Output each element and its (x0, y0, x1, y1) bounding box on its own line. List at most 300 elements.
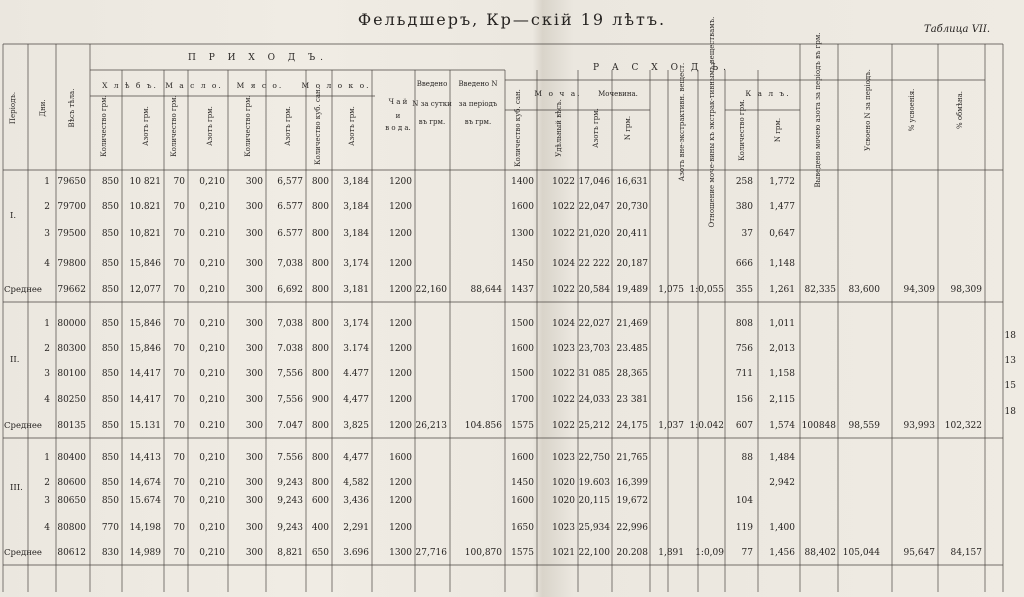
row-day: 3 (44, 229, 50, 239)
cell-moloko-azot: 3,181 (343, 285, 369, 295)
cell-myaso-azot: 7.038 (277, 344, 303, 354)
row-day: 4 (44, 259, 50, 269)
cell-maslo-azot: 0.210 (199, 229, 225, 239)
cell-moloko-azot: 3,174 (343, 259, 369, 269)
cell-khleb-azot: 14,417 (129, 369, 161, 379)
cell-moloko-kol: 800 (311, 344, 329, 354)
cell-khleb-kol: 770 (101, 523, 119, 533)
cell-kal-n: 1,148 (769, 259, 795, 269)
cell-mocha-kol: 1650 (511, 523, 534, 533)
header-ves: Вѣсъ тѣла. (68, 88, 76, 128)
cell-mochevina-n: 19,489 (616, 285, 648, 295)
cell-vv-per: 104.856 (464, 421, 502, 431)
cell-weight: 80650 (57, 496, 86, 506)
cell-weight: 80800 (57, 523, 86, 533)
cell-kal-n: 1,400 (769, 523, 795, 533)
cell-chai: 1200 (389, 259, 412, 269)
cell-mocha-ud: 1023 (552, 523, 575, 533)
cell-maslo-kol: 70 (173, 285, 185, 295)
cell-myaso-kol: 300 (245, 453, 263, 463)
cell-kal-n: 0,647 (769, 229, 795, 239)
cell-maslo-kol: 70 (173, 319, 185, 329)
table-body (4, 177, 1016, 558)
cell-myaso-kol: 300 (245, 202, 263, 212)
cell-maslo-azot: 0,210 (199, 453, 225, 463)
cell-weight: 80135 (57, 421, 86, 431)
cell-pct-usv: 94,309 (903, 285, 935, 295)
cell-khleb-kol: 850 (101, 202, 119, 212)
cell-mochevina-n: 23.485 (616, 344, 648, 354)
cell-mocha-azot: 24,033 (578, 395, 610, 405)
cell-mocha-kol: 1500 (511, 319, 534, 329)
header-khleb-kol: Количество грм. (100, 95, 108, 157)
cell-myaso-kol: 300 (245, 395, 263, 405)
row-day: 3 (44, 496, 50, 506)
cell-otnoshenie: 1:0,055 (689, 285, 724, 295)
group-raskhod: Р А С Х О Д Ъ. (592, 63, 732, 73)
cell-maslo-kol: 70 (173, 478, 185, 488)
margin-number: 13 (1004, 356, 1016, 366)
cell-khleb-kol: 850 (101, 453, 119, 463)
cell-maslo-azot: 0.210 (199, 421, 225, 431)
cell-mochevina-n: 20,411 (616, 229, 648, 239)
cell-kal-kol: 88 (741, 453, 753, 463)
cell-myaso-azot: 8,821 (277, 548, 303, 558)
cell-maslo-kol: 70 (173, 453, 185, 463)
table-grid (3, 44, 1003, 592)
cell-weight: 79800 (57, 259, 86, 269)
cell-myaso-kol: 300 (245, 496, 263, 506)
cell-maslo-azot: 0,210 (199, 259, 225, 269)
cell-pct-usv: 95,647 (903, 548, 935, 558)
header-maslo-kol: Количество грм. (170, 95, 178, 157)
margin-number: 18 (1004, 407, 1016, 417)
cell-myaso-azot: 6,692 (277, 285, 303, 295)
cell-moloko-kol: 800 (311, 202, 329, 212)
cell-khleb-azot: 10.821 (129, 202, 161, 212)
cell-khleb-azot: 15,846 (129, 344, 161, 354)
cell-pct-obm: 102,322 (944, 421, 982, 431)
cell-chai: 1600 (389, 453, 412, 463)
cell-khleb-kol: 830 (101, 548, 119, 558)
header-vv-sut-2: N за сутки (412, 100, 452, 108)
cell-maslo-azot: 0,210 (199, 478, 225, 488)
period-label: III. (10, 483, 23, 493)
group-kal: К а л ъ. (745, 89, 791, 98)
cell-moloko-azot: 4,477 (343, 453, 369, 463)
cell-moloko-kol: 800 (311, 453, 329, 463)
cell-kal-kol: 380 (735, 202, 753, 212)
cell-moloko-kol: 800 (311, 259, 329, 269)
header-kal-kol: Количество грм. (738, 99, 746, 161)
cell-kal-n: 2,115 (769, 395, 795, 405)
cell-mocha-azot: 21,020 (578, 229, 610, 239)
group-myaso: М я с о. (236, 81, 284, 90)
cell-maslo-kol: 70 (173, 259, 185, 269)
cell-mocha-azot: 22,750 (578, 453, 610, 463)
cell-mocha-kol: 1450 (511, 478, 534, 488)
cell-mocha-azot: 19.603 (578, 478, 610, 488)
cell-khleb-kol: 850 (101, 369, 119, 379)
cell-moloko-kol: 800 (311, 478, 329, 488)
cell-khleb-azot: 12,077 (129, 285, 161, 295)
cell-moloko-azot: 3.696 (343, 548, 369, 558)
cell-kal-kol: 258 (735, 177, 753, 187)
cell-weight: 80250 (57, 395, 86, 405)
cell-moloko-kol: 800 (311, 421, 329, 431)
cell-moloko-kol: 800 (311, 285, 329, 295)
cell-kal-n: 1,011 (769, 319, 795, 329)
cell-kal-n: 1,772 (769, 177, 795, 187)
row-day: 1 (44, 453, 50, 463)
cell-mocha-ud: 1023 (552, 344, 575, 354)
cell-myaso-kol: 300 (245, 229, 263, 239)
cell-khleb-kol: 850 (101, 344, 119, 354)
margin-number: 15 (1004, 381, 1016, 391)
header-azot-vneekstr: Азотъ вне-экстрактивн. вещест. (678, 62, 686, 182)
header-kal-n: N грм. (774, 117, 782, 143)
cell-mochevina-n: 16,399 (616, 478, 648, 488)
cell-kal-kol: 37 (741, 229, 753, 239)
cell-pct-obm: 98,309 (950, 285, 982, 295)
cell-khleb-kol: 850 (101, 395, 119, 405)
cell-mocha-kol: 1575 (511, 548, 534, 558)
cell-myaso-azot: 7.047 (277, 421, 303, 431)
cell-azot-vnek: 1,037 (658, 421, 684, 431)
cell-khleb-azot: 15.131 (129, 421, 161, 431)
cell-chai: 1200 (389, 319, 412, 329)
cell-mocha-ud: 1024 (552, 259, 575, 269)
cell-kal-kol: 808 (735, 319, 753, 329)
cell-maslo-azot: 0,210 (199, 202, 225, 212)
cell-mocha-azot: 22,047 (578, 202, 610, 212)
cell-mochevina-n: 24,175 (616, 421, 648, 431)
cell-myaso-kol: 300 (245, 259, 263, 269)
cell-chai: 1200 (389, 202, 412, 212)
cell-chai: 1200 (389, 177, 412, 187)
cell-mochevina-n: 21,469 (616, 319, 648, 329)
cell-maslo-azot: 0,210 (199, 369, 225, 379)
period-label: II. (10, 355, 20, 365)
cell-chai: 1200 (389, 285, 412, 295)
cell-weight: 79662 (57, 285, 86, 295)
cell-khleb-kol: 850 (101, 259, 119, 269)
cell-kal-kol: 666 (735, 259, 753, 269)
row-day: 2 (44, 202, 50, 212)
cell-khleb-azot: 15.674 (129, 496, 161, 506)
cell-khleb-azot: 15,846 (129, 319, 161, 329)
header-dni: Дни. (39, 99, 47, 117)
cell-mocha-ud: 1021 (552, 548, 575, 558)
cell-myaso-azot: 6,577 (277, 177, 303, 187)
cell-chai: 1300 (389, 548, 412, 558)
header-usvoeno: Усвоено N за періодъ. (864, 69, 872, 151)
group-prikhod: П Р И Х О Д Ъ. (187, 53, 329, 63)
cell-vv-sut: 27,716 (415, 548, 447, 558)
header-vyd-azota: Выведено мочею азота за періодъ въ грм. (814, 32, 822, 188)
cell-kal-n: 2,013 (769, 344, 795, 354)
row-mean-label: Среднее (4, 421, 42, 431)
cell-myaso-azot: 7.556 (277, 453, 303, 463)
cell-khleb-azot: 15,846 (129, 259, 161, 269)
cell-myaso-azot: 7,038 (277, 319, 303, 329)
cell-khleb-azot: 14,413 (129, 453, 161, 463)
header-vv-per-1: Введено N (458, 80, 498, 88)
row-day: 3 (44, 369, 50, 379)
cell-mocha-azot: 22 222 (578, 259, 610, 269)
cell-kal-n: 1,477 (769, 202, 795, 212)
group-mocha: М о ч а. (534, 89, 582, 98)
cell-otnoshenie: 1:0,09 (695, 548, 724, 558)
cell-mocha-ud: 1023 (552, 453, 575, 463)
cell-myaso-kol: 300 (245, 285, 263, 295)
cell-mochevina-n: 20,187 (616, 259, 648, 269)
cell-kal-n: 1,158 (769, 369, 795, 379)
cell-myaso-kol: 300 (245, 344, 263, 354)
cell-pct-usv: 93,993 (903, 421, 935, 431)
cell-mocha-kol: 1600 (511, 496, 534, 506)
cell-mocha-kol: 1450 (511, 259, 534, 269)
cell-moloko-kol: 800 (311, 369, 329, 379)
cell-vyd-azota: 82,335 (804, 285, 836, 295)
cell-myaso-azot: 7,556 (277, 369, 303, 379)
cell-mocha-azot: 17,046 (578, 177, 610, 187)
cell-mocha-ud: 1020 (552, 496, 575, 506)
header-chai-3: в о д а. (385, 124, 411, 132)
cell-mocha-ud: 1024 (552, 319, 575, 329)
cell-mocha-ud: 1022 (552, 285, 575, 295)
cell-weight: 80400 (57, 453, 86, 463)
header-moloko-kol: Количество куб. сан. (314, 87, 322, 165)
cell-mochevina-n: 20.208 (616, 548, 648, 558)
cell-kal-kol: 355 (735, 285, 753, 295)
cell-weight: 80300 (57, 344, 86, 354)
header-mocha-azot: Азотъ грм. (592, 108, 600, 148)
header-myaso-kol: Количество грм. (244, 95, 252, 157)
cell-mocha-kol: 1400 (511, 177, 534, 187)
row-day: 4 (44, 395, 50, 405)
cell-moloko-azot: 4.477 (343, 369, 369, 379)
cell-weight: 80000 (57, 319, 86, 329)
cell-mochevina-n: 23 381 (616, 395, 648, 405)
cell-vyd-azota: 100848 (801, 421, 836, 431)
cell-mocha-kol: 1600 (511, 344, 534, 354)
header-vv-sut-1: Введено (416, 80, 448, 88)
group-maslo: М а с л о. (165, 81, 223, 90)
cell-kal-kol: 77 (741, 548, 753, 558)
cell-mocha-azot: 31 085 (578, 369, 610, 379)
cell-mochevina-n: 16,631 (616, 177, 648, 187)
cell-myaso-azot: 9,243 (277, 523, 303, 533)
cell-chai: 1200 (389, 344, 412, 354)
cell-maslo-kol: 70 (173, 202, 185, 212)
cell-moloko-azot: 3.174 (343, 344, 369, 354)
cell-mocha-kol: 1575 (511, 421, 534, 431)
cell-khleb-azot: 10 821 (129, 177, 161, 187)
cell-weight: 79700 (57, 202, 86, 212)
cell-myaso-kol: 300 (245, 478, 263, 488)
cell-chai: 1200 (389, 369, 412, 379)
cell-mocha-azot: 20,584 (578, 285, 610, 295)
cell-moloko-kol: 800 (311, 319, 329, 329)
row-day: 4 (44, 523, 50, 533)
header-vv-per-3: въ грм. (464, 118, 492, 126)
cell-vv-sut: 22,160 (415, 285, 447, 295)
group-khleb: Х л ѣ б ъ. (102, 81, 158, 90)
cell-moloko-azot: 2,291 (343, 523, 369, 533)
cell-moloko-kol: 800 (311, 229, 329, 239)
cell-moloko-kol: 400 (311, 523, 329, 533)
cell-mocha-azot: 23,703 (578, 344, 610, 354)
cell-mocha-kol: 1500 (511, 369, 534, 379)
cell-moloko-kol: 900 (311, 395, 329, 405)
cell-mocha-kol: 1600 (511, 453, 534, 463)
cell-khleb-kol: 850 (101, 478, 119, 488)
table-label: Таблица VII. (924, 24, 990, 35)
cell-khleb-azot: 10,821 (129, 229, 161, 239)
cell-kal-n: 1,261 (769, 285, 795, 295)
cell-mocha-kol: 1437 (511, 285, 534, 295)
header-myaso-azot: Азотъ грм. (284, 106, 292, 146)
cell-chai: 1200 (389, 395, 412, 405)
cell-myaso-kol: 300 (245, 548, 263, 558)
header-pct-usv: % усвоенія. (908, 88, 916, 132)
period-label: I. (10, 211, 17, 221)
cell-kal-kol: 156 (735, 395, 753, 405)
cell-usvoeno: 83,600 (848, 285, 880, 295)
cell-chai: 1200 (389, 496, 412, 506)
cell-moloko-azot: 3,184 (343, 229, 369, 239)
cell-kal-kol: 711 (735, 369, 753, 379)
cell-kal-n: 1,456 (769, 548, 795, 558)
cell-vv-sut: 26,213 (415, 421, 447, 431)
cell-maslo-kol: 70 (173, 369, 185, 379)
cell-myaso-kol: 300 (245, 421, 263, 431)
margin-number: 18 (1004, 331, 1016, 341)
cell-moloko-azot: 3,174 (343, 319, 369, 329)
cell-khleb-azot: 14,674 (129, 478, 161, 488)
cell-moloko-azot: 3,184 (343, 177, 369, 187)
cell-kal-kol: 756 (735, 344, 753, 354)
cell-myaso-azot: 6.577 (277, 202, 303, 212)
cell-khleb-kol: 850 (101, 496, 119, 506)
cell-azot-vnek: 1,075 (658, 285, 684, 295)
cell-myaso-kol: 300 (245, 177, 263, 187)
cell-weight: 80600 (57, 478, 86, 488)
cell-vyd-azota: 88,402 (804, 548, 836, 558)
cell-kal-kol: 119 (735, 523, 753, 533)
header-khleb-azot: Азотъ грм. (142, 106, 150, 146)
cell-khleb-azot: 14,198 (129, 523, 161, 533)
cell-weight: 80100 (57, 369, 86, 379)
cell-mocha-ud: 1020 (552, 478, 575, 488)
cell-mochevina-n: 19,672 (616, 496, 648, 506)
cell-khleb-kol: 850 (101, 285, 119, 295)
group-mochevina: Мочевина. (598, 90, 638, 98)
cell-moloko-azot: 3,436 (343, 496, 369, 506)
cell-khleb-kol: 850 (101, 177, 119, 187)
cell-mocha-azot: 25,212 (578, 421, 610, 431)
cell-chai: 1200 (389, 523, 412, 533)
cell-kal-kol: 104 (735, 496, 753, 506)
cell-moloko-kol: 600 (311, 496, 329, 506)
cell-usvoeno: 98,559 (848, 421, 880, 431)
row-day: 2 (44, 478, 50, 488)
cell-maslo-azot: 0,210 (199, 496, 225, 506)
cell-maslo-kol: 70 (173, 496, 185, 506)
cell-kal-n: 1,574 (769, 421, 795, 431)
cell-mocha-azot: 22,100 (578, 548, 610, 558)
cell-kal-kol: 607 (735, 421, 753, 431)
cell-khleb-kol: 850 (101, 229, 119, 239)
cell-myaso-kol: 300 (245, 369, 263, 379)
cell-weight: 80612 (57, 548, 86, 558)
cell-weight: 79500 (57, 229, 86, 239)
cell-mocha-ud: 1022 (552, 395, 575, 405)
cell-moloko-azot: 3,825 (343, 421, 369, 431)
cell-moloko-azot: 4,477 (343, 395, 369, 405)
header-vv-sut-3: въ грм. (418, 118, 446, 126)
cell-mocha-ud: 1022 (552, 177, 575, 187)
header-chai-1: Ч а й (388, 98, 408, 106)
cell-kal-n: 2,942 (769, 478, 795, 488)
cell-khleb-kol: 850 (101, 319, 119, 329)
cell-maslo-azot: 0,210 (199, 395, 225, 405)
cell-khleb-azot: 14,989 (129, 548, 161, 558)
header-moloko-azot: Азотъ грм. (348, 106, 356, 146)
cell-maslo-kol: 70 (173, 548, 185, 558)
header-period: Періодъ. (9, 91, 17, 125)
cell-maslo-azot: 0,210 (199, 285, 225, 295)
cell-vv-per: 100,870 (464, 548, 502, 558)
cell-myaso-kol: 300 (245, 319, 263, 329)
cell-myaso-azot: 7,038 (277, 259, 303, 269)
row-mean-label: Среднее (4, 285, 42, 295)
cell-myaso-azot: 9,243 (277, 478, 303, 488)
cell-mochevina-n: 28,365 (616, 369, 648, 379)
cell-myaso-azot: 7,556 (277, 395, 303, 405)
cell-mochevina-n: 20,730 (616, 202, 648, 212)
cell-maslo-kol: 70 (173, 523, 185, 533)
cell-mocha-kol: 1300 (511, 229, 534, 239)
cell-pct-obm: 84,157 (950, 548, 982, 558)
header-mochevina-n: N грм. (624, 115, 632, 141)
cell-moloko-azot: 4,582 (343, 478, 369, 488)
cell-mochevina-n: 21,765 (616, 453, 648, 463)
row-day: 2 (44, 344, 50, 354)
cell-myaso-azot: 6.577 (277, 229, 303, 239)
header-maslo-azot: Азотъ грм. (206, 106, 214, 146)
cell-chai: 1200 (389, 421, 412, 431)
header-otnoshenie: Отношение моче-вины къ экстрак-тивнымъ веществамъ. (708, 16, 716, 228)
cell-maslo-azot: 0,210 (199, 548, 225, 558)
cell-weight: 79650 (57, 177, 86, 187)
cell-moloko-kol: 650 (311, 548, 329, 558)
cell-mocha-kol: 1600 (511, 202, 534, 212)
cell-myaso-kol: 300 (245, 523, 263, 533)
page-title: Фельдшеръ, Кр—скій 19 лѣтъ. (357, 10, 667, 29)
cell-maslo-azot: 0,210 (199, 319, 225, 329)
cell-maslo-kol: 70 (173, 177, 185, 187)
cell-otnoshenie: 1:0.042 (689, 421, 724, 431)
cell-vv-per: 88,644 (470, 285, 502, 295)
cell-chai: 1200 (389, 229, 412, 239)
cell-myaso-azot: 9,243 (277, 496, 303, 506)
cell-mocha-ud: 1022 (552, 369, 575, 379)
cell-khleb-azot: 14,417 (129, 395, 161, 405)
group-moloko: М о л о к о. (301, 81, 371, 90)
cell-moloko-azot: 3,184 (343, 202, 369, 212)
